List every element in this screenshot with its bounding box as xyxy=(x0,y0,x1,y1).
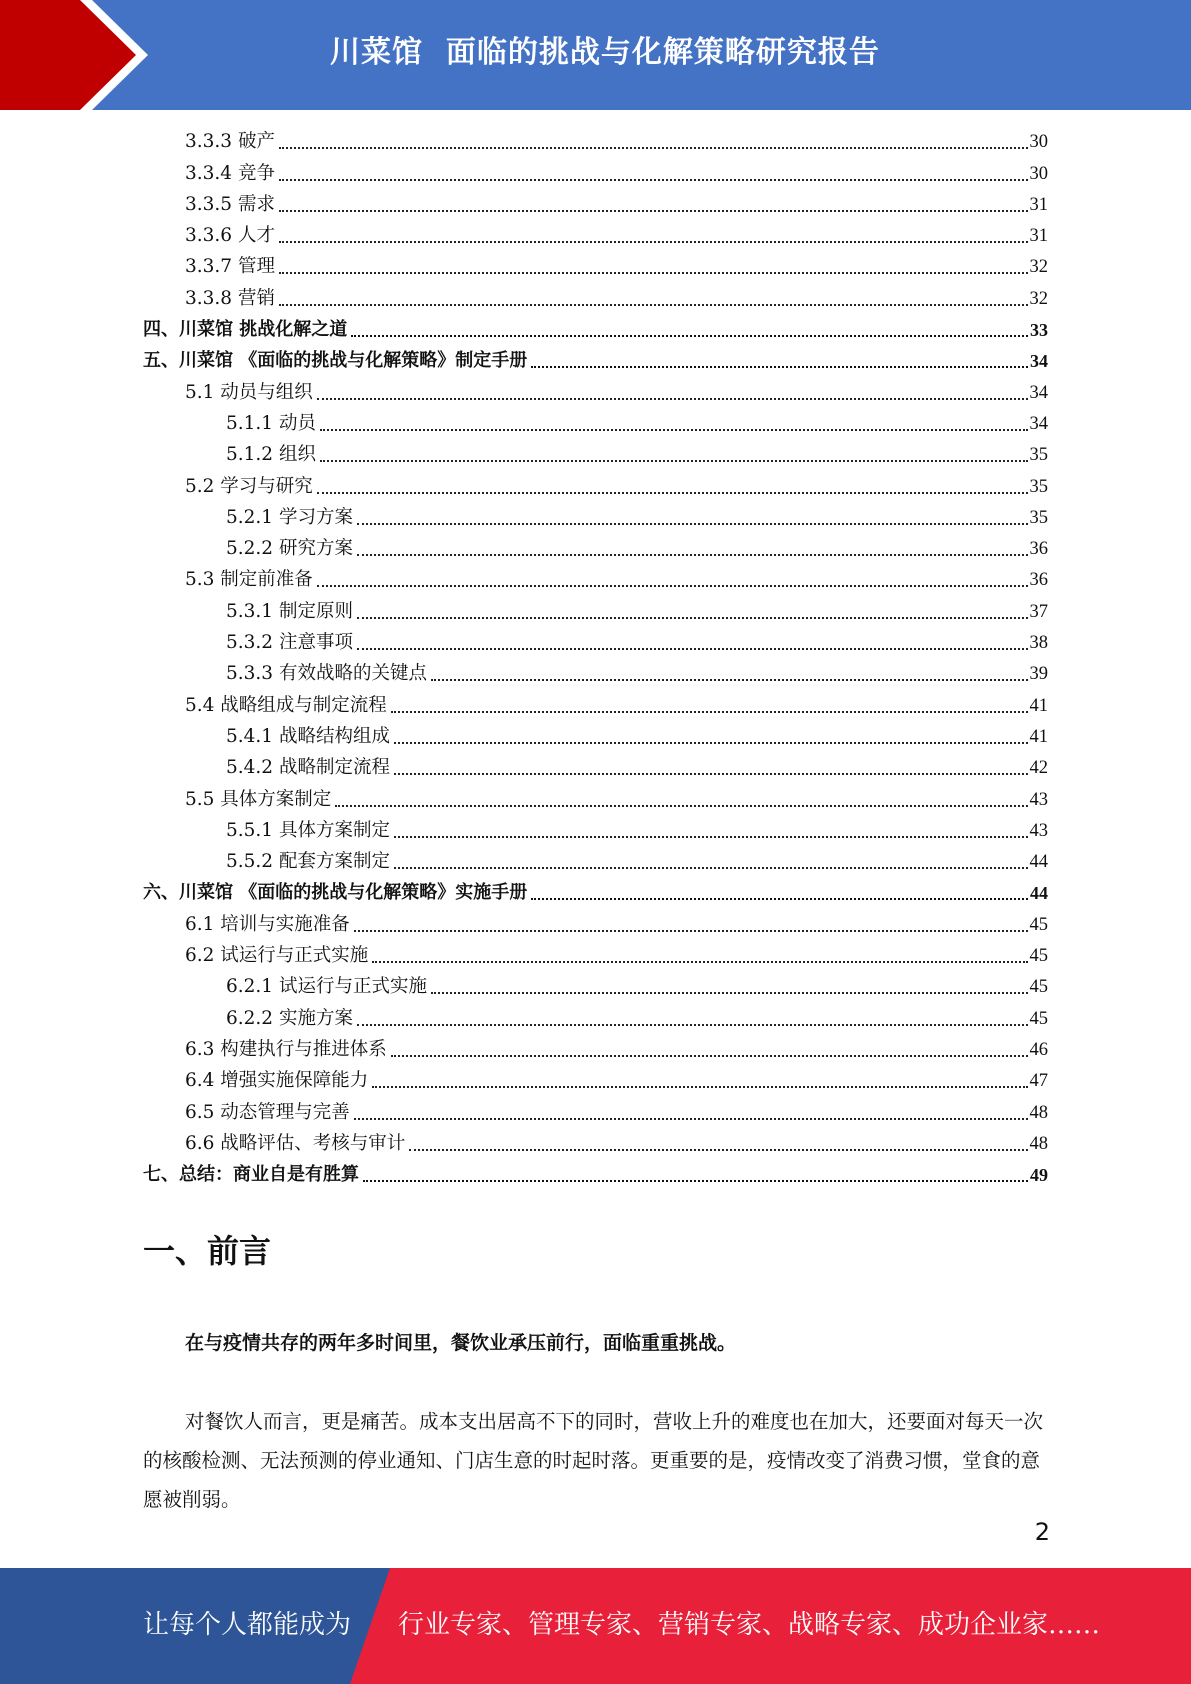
toc-dot-leader xyxy=(279,207,1028,212)
toc-dot-leader xyxy=(431,989,1028,994)
toc-entry-title: 6.2.1 试运行与正式实施 xyxy=(226,976,427,998)
toc-entry-title: 6.1 培训与实施准备 xyxy=(185,913,350,935)
toc-dot-leader xyxy=(317,582,1028,587)
toc-entry-page: 35 xyxy=(1029,507,1048,528)
toc-entry[interactable] xyxy=(143,597,1048,628)
toc-dot-leader xyxy=(357,614,1028,619)
toc-entry[interactable] xyxy=(143,535,1048,566)
toc-entry[interactable] xyxy=(143,973,1048,1004)
toc-entry-page: 35 xyxy=(1029,476,1048,497)
toc-entry[interactable] xyxy=(143,347,1048,378)
toc-entry-page: 45 xyxy=(1029,946,1048,967)
toc-entry[interactable] xyxy=(143,910,1048,941)
toc-entry-title: 6.3 构建执行与推进体系 xyxy=(185,1038,387,1060)
toc-dot-leader xyxy=(335,802,1027,807)
lead-sentence: 在与疫情共存的两年多时间里，餐饮业承压前行，面临重重挑战。 xyxy=(185,1332,737,1354)
toc-entry[interactable] xyxy=(143,1036,1048,1067)
toc-dot-leader xyxy=(409,1146,1027,1151)
toc-entry-title: 5.5.1 具体方案制定 xyxy=(226,819,390,841)
toc-entry-title: 七、总结：商业自是有胜算 xyxy=(143,1164,359,1186)
toc-entry-title: 5.3.1 制定原则 xyxy=(226,600,353,622)
toc-entry-page: 45 xyxy=(1029,1008,1048,1029)
toc-entry-page: 41 xyxy=(1029,695,1048,716)
toc-entry-page: 43 xyxy=(1029,820,1048,841)
toc-dot-leader xyxy=(320,457,1028,462)
toc-entry-page: 36 xyxy=(1029,570,1048,591)
toc-entry-title: 5.4.2 战略制定流程 xyxy=(226,757,390,779)
toc-entry-page: 32 xyxy=(1029,257,1048,278)
toc-entry[interactable] xyxy=(143,1161,1048,1192)
toc-entry-page: 37 xyxy=(1029,601,1048,622)
toc-dot-leader xyxy=(357,1021,1028,1026)
toc-entry-page: 45 xyxy=(1029,914,1048,935)
toc-entry-page: 34 xyxy=(1029,413,1048,434)
toc-entry-title: 5.3 制定前准备 xyxy=(185,569,313,591)
toc-entry-title: 5.3.3 有效战略的关键点 xyxy=(226,663,427,685)
toc-entry-title: 5.2 学习与研究 xyxy=(185,475,313,497)
toc-dot-leader xyxy=(279,238,1028,243)
toc-entry[interactable] xyxy=(143,472,1048,503)
toc-entry-page: 31 xyxy=(1029,194,1048,215)
toc-entry-title: 四、川菜馆 挑战化解之道 xyxy=(143,319,348,341)
toc-entry-page: 34 xyxy=(1029,382,1048,403)
toc-entry[interactable] xyxy=(143,879,1048,910)
toc-dot-leader xyxy=(351,332,1028,337)
toc-dot-leader xyxy=(391,1052,1028,1057)
toc-entry[interactable] xyxy=(143,848,1048,879)
page-header xyxy=(0,0,1191,110)
toc-entry-title: 5.1 动员与组织 xyxy=(185,381,313,403)
toc-entry-page: 39 xyxy=(1029,664,1048,685)
toc-entry[interactable] xyxy=(143,441,1048,472)
toc-entry-page: 30 xyxy=(1029,163,1048,184)
toc-entry[interactable] xyxy=(143,629,1048,660)
toc-entry-title: 6.5 动态管理与完善 xyxy=(185,1101,350,1123)
toc-entry[interactable] xyxy=(143,378,1048,409)
toc-entry[interactable] xyxy=(143,316,1048,347)
toc-entry[interactable] xyxy=(143,723,1048,754)
toc-entry[interactable] xyxy=(143,128,1048,159)
page-footer xyxy=(0,1568,1191,1684)
toc-entry-page: 48 xyxy=(1029,1102,1048,1123)
toc-entry-title: 5.3.2 注意事项 xyxy=(226,632,353,654)
toc-entry-title: 5.4 战略组成与制定流程 xyxy=(185,694,387,716)
toc-entry-title: 5.5.2 配套方案制定 xyxy=(226,851,390,873)
toc-entry[interactable] xyxy=(143,754,1048,785)
toc-dot-leader xyxy=(357,551,1028,556)
toc-dot-leader xyxy=(317,395,1028,400)
toc-entry[interactable] xyxy=(143,410,1048,441)
toc-entry[interactable] xyxy=(143,942,1048,973)
toc-entry[interactable] xyxy=(143,817,1048,848)
toc-entry-page: 31 xyxy=(1029,226,1048,247)
toc-entry[interactable] xyxy=(143,253,1048,284)
toc-entry-page: 33 xyxy=(1030,320,1048,341)
toc-dot-leader xyxy=(363,1177,1028,1182)
page-number: 2 xyxy=(1034,1518,1050,1546)
toc-dot-leader xyxy=(431,676,1028,681)
toc-dot-leader xyxy=(394,770,1028,775)
toc-dot-leader xyxy=(357,645,1028,650)
toc-dot-leader xyxy=(394,864,1028,869)
toc-dot-leader xyxy=(531,363,1028,368)
toc-entry-title: 五、川菜馆 《面临的挑战与化解策略》制定手册 xyxy=(143,350,528,372)
toc-entry-page: 42 xyxy=(1029,758,1048,779)
toc-entry[interactable] xyxy=(143,691,1048,722)
toc-dot-leader xyxy=(317,489,1028,494)
toc-entry[interactable] xyxy=(143,504,1048,535)
toc-entry-title: 3.3.8 营销 xyxy=(185,287,275,309)
toc-entry-title: 六、川菜馆 《面临的挑战与化解策略》实施手册 xyxy=(143,882,528,904)
toc-dot-leader xyxy=(391,708,1028,713)
toc-entry-page: 38 xyxy=(1029,633,1048,654)
toc-dot-leader xyxy=(372,958,1027,963)
table-of-contents xyxy=(143,128,1048,1192)
toc-entry[interactable] xyxy=(143,785,1048,816)
toc-entry[interactable] xyxy=(143,566,1048,597)
toc-entry[interactable] xyxy=(143,1004,1048,1035)
toc-entry-title: 3.3.5 需求 xyxy=(185,193,275,215)
toc-dot-leader xyxy=(394,833,1028,838)
toc-entry-page: 34 xyxy=(1030,351,1048,372)
toc-entry[interactable] xyxy=(143,1098,1048,1129)
section-heading: 一、前言 xyxy=(143,1232,272,1270)
toc-dot-leader xyxy=(320,426,1028,431)
toc-dot-leader xyxy=(357,520,1028,525)
toc-entry[interactable] xyxy=(143,191,1048,222)
toc-dot-leader xyxy=(279,176,1028,181)
toc-entry-page: 47 xyxy=(1029,1071,1048,1092)
toc-dot-leader xyxy=(354,1115,1028,1120)
toc-dot-leader xyxy=(531,895,1028,900)
header-red-chevron xyxy=(0,0,160,110)
toc-entry[interactable] xyxy=(143,660,1048,691)
toc-entry-page: 44 xyxy=(1029,852,1048,873)
toc-entry-title: 6.2.2 实施方案 xyxy=(226,1007,353,1029)
toc-entry-title: 3.3.3 破产 xyxy=(185,131,275,153)
toc-entry[interactable] xyxy=(143,1130,1048,1161)
toc-entry-page: 45 xyxy=(1029,977,1048,998)
toc-entry[interactable] xyxy=(143,159,1048,190)
toc-entry-title: 5.2.1 学习方案 xyxy=(226,506,353,528)
toc-entry-page: 49 xyxy=(1030,1165,1048,1186)
toc-dot-leader xyxy=(394,739,1028,744)
toc-entry-page: 48 xyxy=(1029,1133,1048,1154)
toc-entry-page: 43 xyxy=(1029,789,1048,810)
toc-entry-page: 44 xyxy=(1030,883,1048,904)
toc-entry-title: 6.6 战略评估、考核与审计 xyxy=(185,1132,406,1154)
toc-entry-title: 3.3.4 竞争 xyxy=(185,162,275,184)
toc-entry-page: 46 xyxy=(1029,1039,1048,1060)
footer-slogan-right: 行业专家、管理专家、营销专家、战略专家、成功企业家…… xyxy=(398,1610,1101,1640)
toc-dot-leader xyxy=(354,927,1028,932)
toc-dot-leader xyxy=(279,269,1028,274)
toc-entry-title: 5.1.1 动员 xyxy=(226,412,316,434)
toc-dot-leader xyxy=(279,144,1028,149)
toc-entry[interactable] xyxy=(143,1067,1048,1098)
toc-entry-title: 3.3.7 管理 xyxy=(185,256,275,278)
toc-entry-page: 35 xyxy=(1029,445,1048,466)
footer-slogan-left: 让每个人都能成为 xyxy=(143,1610,352,1640)
toc-entry-page: 36 xyxy=(1029,539,1048,560)
toc-entry-title: 5.2.2 研究方案 xyxy=(226,538,353,560)
toc-entry[interactable] xyxy=(143,222,1048,253)
header-title: 川菜馆 面临的挑战与化解策略研究报告 xyxy=(330,35,880,70)
toc-entry-title: 6.2 试运行与正式实施 xyxy=(185,945,369,967)
toc-entry-title: 5.5 具体方案制定 xyxy=(185,788,332,810)
toc-entry-title: 6.4 增强实施保障能力 xyxy=(185,1070,369,1092)
toc-entry[interactable] xyxy=(143,284,1048,315)
toc-entry-title: 5.1.2 组织 xyxy=(226,444,316,466)
toc-entry-page: 30 xyxy=(1029,132,1048,153)
toc-entry-page: 32 xyxy=(1029,288,1048,309)
toc-entry-title: 3.3.6 人才 xyxy=(185,225,275,247)
toc-entry-title: 5.4.1 战略结构组成 xyxy=(226,725,390,747)
toc-entry-page: 41 xyxy=(1029,726,1048,747)
toc-dot-leader xyxy=(279,301,1028,306)
body-paragraph: 对餐饮人而言，更是痛苦。成本支出居高不下的同时，营收上升的难度也在加大，还要面对每天一次的核酸检测、无法预测的停业通知、门店生意的时起时落。更重要的是，疫情改变了消费习惯，堂食的意愿被削弱。 xyxy=(143,1410,1044,1511)
toc-dot-leader xyxy=(372,1083,1027,1088)
